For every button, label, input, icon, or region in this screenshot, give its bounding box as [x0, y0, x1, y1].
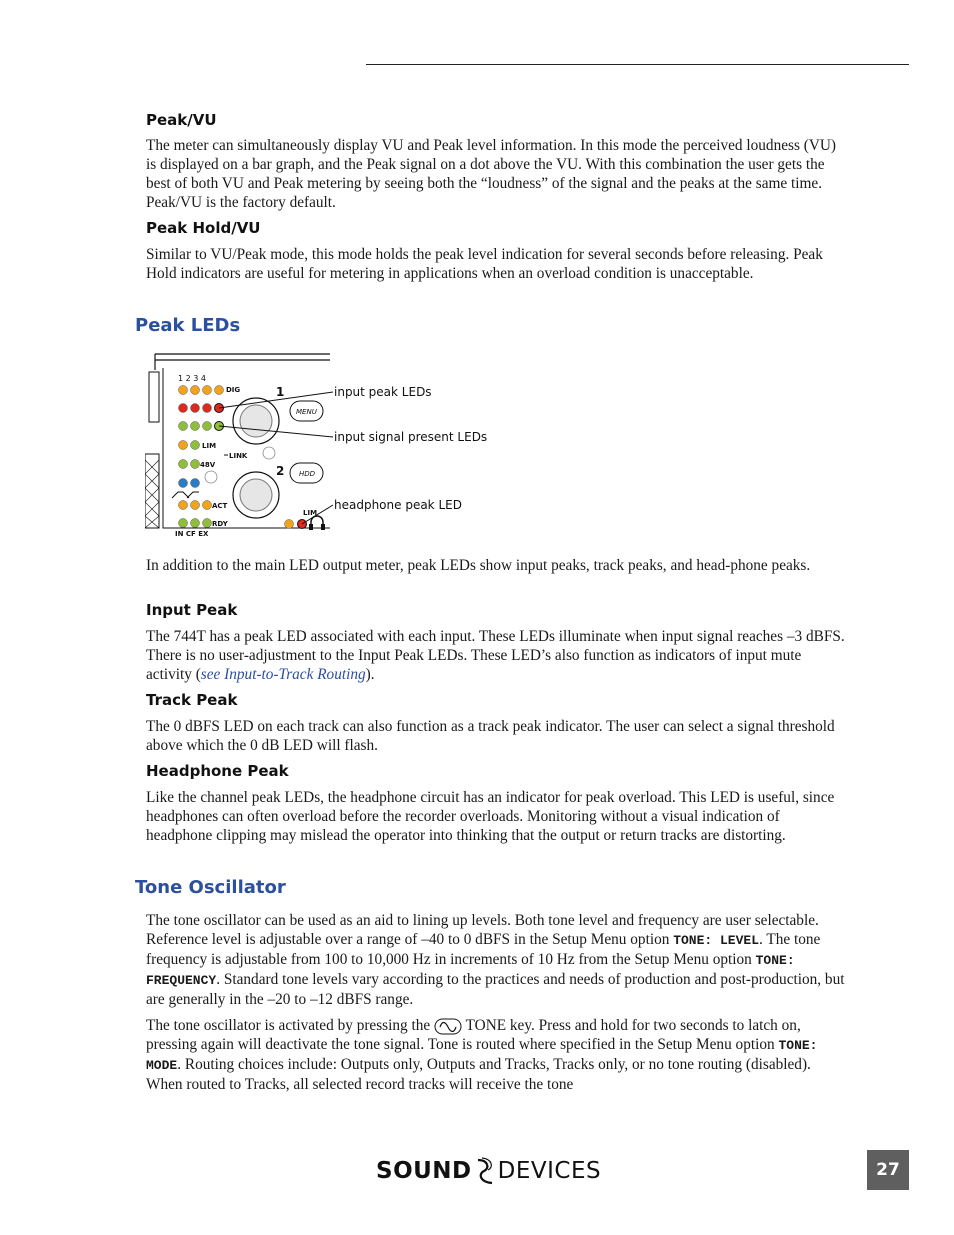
- tone-mode-option: TONE: MODE: [146, 1038, 818, 1073]
- sound-devices-logo: [376, 1156, 601, 1186]
- tone-text-a: The tone oscillator can be used as an aid to lining up levels. Both tone level and frequency are user selectable. Reference level is adjustable over a range of –40 to 0 dBFS in the Setup Menu option: [146, 912, 819, 948]
- paragraph-peak-leds-intro: In addition to the main LED output meter, peak LEDs show input peaks, track peaks, and head-phone peaks.: [146, 557, 811, 574]
- led-input-3: [203, 386, 212, 395]
- led-hp-1: [285, 520, 294, 529]
- link-icon: [263, 447, 275, 459]
- logo-sound: SOUND: [376, 1158, 472, 1184]
- knob-1-label: 1: [276, 385, 285, 399]
- heading-input-peak: Input Peak: [146, 601, 238, 619]
- led-peak-2: [191, 404, 200, 413]
- led-input-1: [179, 386, 188, 395]
- paragraph-tone-oscillator-1: [146, 911, 846, 1009]
- gear-icon: [205, 471, 217, 483]
- led-48v-2: [191, 460, 200, 469]
- heading-track-peak: Track Peak: [146, 691, 238, 709]
- tone-text-c: . Standard tone levels vary according to the practices and needs of production and post-production, but are generally in the –20 to –12 dBFS range.: [146, 971, 845, 1008]
- led-act-2: [191, 501, 200, 510]
- paragraph-headphone-peak: Like the channel peak LEDs, the headphone circuit has an indicator for peak overload. This LED is useful, since headphones can often overload before the recorder overloads. Monitoring without a visual indication of headphone clipping may mislead the operator into thinking that the output or return tracks are distorting.: [146, 789, 835, 844]
- menu-label: MENU: [296, 408, 317, 416]
- led-signal-2: [191, 422, 200, 431]
- heading-peak-vu: Peak/VU: [146, 111, 217, 129]
- peak-leds-figure: [145, 350, 335, 540]
- led-48v-1: [179, 460, 188, 469]
- paragraph-tone-oscillator-2: [146, 1016, 846, 1094]
- knob-2-label: 2: [276, 464, 285, 478]
- input-peak-text: The 744T has a peak LED associated with each input. These LEDs illuminate when input signal reaches –3 dBFS. There is no user-adjustment to the Input Peak LEDs. These LED’s also function as indicators of input mute activity (: [146, 628, 845, 683]
- channel-numbers-label: 1 2 3 4: [178, 374, 206, 383]
- tone-level-option: TONE: LEVEL: [673, 933, 760, 948]
- in-cf-ex-label: IN CF EX: [175, 530, 209, 538]
- tone-text-f: . Routing choices include: Outputs only, Outputs and Tracks, Tracks only, or no tone routing (disabled). When routed to Tracks, all selected record tracks will receive the tone: [146, 1056, 811, 1093]
- input-peak-text-end: ).: [365, 666, 375, 683]
- led-lim-1: [179, 441, 188, 450]
- paragraph-input-peak: [146, 627, 846, 684]
- led-rdy-3: [203, 519, 212, 528]
- front-panel-illustration: [145, 350, 335, 540]
- led-act-3: [203, 501, 212, 510]
- input-to-track-routing-link[interactable]: see Input-to-Track Routing: [200, 666, 366, 683]
- hdd-label: HDD: [299, 470, 316, 478]
- led-peak-1: [179, 404, 188, 413]
- led-rdy-2: [191, 519, 200, 528]
- callout-input-peak-leds: input peak LEDs: [334, 385, 432, 399]
- led-blue-2: [191, 479, 200, 488]
- lim-label: LIM: [202, 442, 217, 450]
- led-rdy-1: [179, 519, 188, 528]
- callout-input-signal-present: input signal present LEDs: [334, 430, 488, 444]
- logo-devices: DEVICES: [497, 1158, 602, 1184]
- header-rule: [366, 64, 909, 65]
- tone-text-e: TONE key. Press and hold for two seconds to latch on, pressing again will deactivate the tone signal. Tone is routed where specified in the Setup Menu option: [146, 1017, 801, 1053]
- heading-peak-leds: Peak LEDs: [135, 315, 241, 336]
- tone-key-icon: [434, 1018, 462, 1035]
- tone-text-d: The tone oscillator is activated by pressing the: [146, 1017, 431, 1034]
- logo-swirl-icon: [474, 1156, 496, 1186]
- paragraph-peak-vu: The meter can simultaneously display VU and Peak level information. In this mode the perceived loudness (VU) is displayed on a bar graph, and the Peak signal on a dot above the VU. With this combination the user gets the best of both VU and Peak metering by seeing both the “loudness” of the signal and the peaks at the same time. Peak/VU is the factory default.: [146, 137, 837, 211]
- 48v-label: 48V: [200, 461, 216, 469]
- rdy-label: RDY: [212, 520, 228, 528]
- led-signal-1: [179, 422, 188, 431]
- heading-peak-hold-vu: Peak Hold/VU: [146, 219, 261, 237]
- page-number: 27: [867, 1150, 909, 1190]
- led-lim-2: [191, 441, 200, 450]
- act-label: ACT: [212, 502, 228, 510]
- led-peak-3: [203, 404, 212, 413]
- led-act-1: [179, 501, 188, 510]
- heading-tone-oscillator: Tone Oscillator: [135, 877, 286, 898]
- heading-headphone-peak: Headphone Peak: [146, 762, 289, 780]
- led-input-4: [215, 386, 224, 395]
- tone-frequency-option: TONE: FREQUENCY: [146, 953, 795, 988]
- link-label: LINK: [229, 452, 248, 460]
- led-blue-1: [179, 479, 188, 488]
- tone-text-b: . The tone frequency is adjustable from 100 to 10,000 Hz in increments of 10 Hz from the Setup Menu option: [146, 931, 821, 968]
- callout-headphone-peak: headphone peak LED: [334, 498, 462, 512]
- hp-lim-label: LIM: [303, 509, 318, 517]
- paragraph-peak-hold-vu: Similar to VU/Peak mode, this mode holds the peak level indication for several seconds before releasing. Peak Hold indicators are useful for metering in applications when an overload condition is unacceptable.: [146, 246, 823, 282]
- paragraph-track-peak: The 0 dBFS LED on each track can also function as a track peak indicator. The user can select a signal threshold above which the 0 dB LED will flash.: [146, 718, 835, 754]
- led-input-2: [191, 386, 200, 395]
- led-signal-3: [203, 422, 212, 431]
- dig-label: DIG: [226, 386, 241, 394]
